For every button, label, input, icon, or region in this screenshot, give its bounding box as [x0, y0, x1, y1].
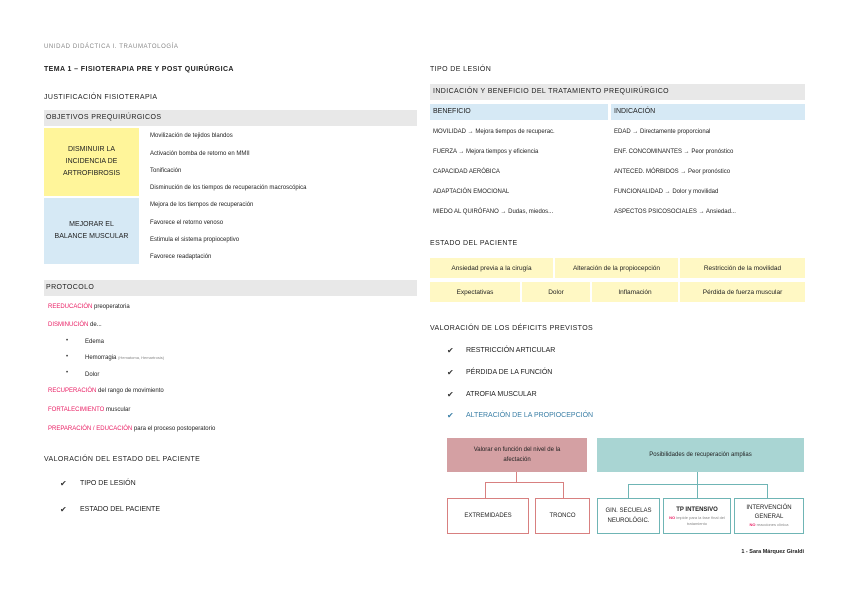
- valoracion-title: VALORACIÓN DEL ESTADO DEL PACIENTE: [44, 456, 201, 463]
- estado-cell: Expectativas: [430, 282, 520, 302]
- deficits-title: VALORACIÓN DE LOS DÉFICITS PREVISTOS: [430, 325, 594, 332]
- indicacion-item: ENF. CONCOMINANTES → Peor pronóstico: [614, 149, 734, 155]
- diagram-right-top: Posibilidades de recuperación amplias: [597, 438, 804, 472]
- check-icon: ✔: [447, 411, 454, 420]
- beneficio-item: FUERZA → Mejora tiempos y eficiencia: [433, 149, 539, 155]
- protocolo-preparacion: [48, 426, 215, 432]
- tp-intensivo-title: TP INTENSIVO: [676, 507, 718, 513]
- beneficio-item: CAPACIDAD AERÓBICA: [433, 169, 500, 175]
- check-icon: ✔: [60, 479, 67, 488]
- check-icon: ✔: [60, 505, 67, 514]
- diagram-tronco: TRONCO: [535, 498, 590, 534]
- recuperacion-rest: del rango de movimiento: [96, 388, 164, 394]
- page-footer: 1 - Sara Márquez Giraldi: [741, 549, 804, 555]
- indicacion-bar: [430, 84, 805, 100]
- estado-cell: Pérdida de fuerza muscular: [680, 282, 805, 302]
- deficit-item: RESTRICCIÓN ARTICULAR: [466, 347, 556, 354]
- deficit-item: ATROFIA MUSCULAR: [466, 391, 537, 398]
- sub-item-edema: Edema: [85, 339, 105, 345]
- deficit-item: PÉRDIDA DE LA FUNCIÓN: [466, 369, 553, 376]
- col-beneficio-header: BENEFICIO: [430, 104, 608, 120]
- connector-line: [485, 482, 564, 483]
- subject-header: UNIDAD DIDÁCTICA I. TRAUMATOLOGÍA: [44, 44, 179, 50]
- protocolo-recuperacion: [48, 388, 164, 394]
- tipo-lesion-title: TIPO DE LESIÓN: [430, 66, 492, 73]
- beneficio-item: MOVILIDAD → Mejora tiempos de recuperac.: [433, 129, 555, 135]
- objetivo1-item: Tonificación: [150, 168, 182, 174]
- estado-cell: Ansiedad previa a la cirugía: [430, 258, 553, 278]
- indicacion-item: EDAD → Directamente proporcional: [614, 129, 711, 135]
- reeducacion-key: REEDUCACIÓN: [48, 304, 93, 310]
- intervencion-no: NO: [749, 522, 756, 527]
- bullet-icon: •: [66, 354, 69, 360]
- intervencion-title: INTERVENCIÓN GENERAL: [746, 505, 792, 520]
- fortalecimiento-key: FORTALECIMIENTO: [48, 407, 105, 413]
- objetivo2-item: Favorece el retorno venoso: [150, 220, 224, 226]
- estado-cell: Restricción de la movilidad: [680, 258, 805, 278]
- fortalecimiento-rest: muscular: [104, 407, 131, 413]
- disminucion-key: DISMINUCIÓN: [48, 322, 89, 328]
- tp-intensivo-note: [667, 515, 727, 527]
- valoracion-item: TIPO DE LESIÓN: [80, 480, 136, 487]
- reeducacion-rest: preoperatoria: [92, 304, 130, 310]
- estado-title: ESTADO DEL PACIENTE: [430, 240, 518, 247]
- hemorragia-note: (Hematoma, Hemartrosis): [118, 355, 165, 360]
- beneficio-item: ADAPTACIÓN EMOCIONAL: [433, 189, 510, 195]
- objetivos-title: OBJETIVOS PREQUIRÚRGICOS: [46, 114, 162, 121]
- bullet-icon: •: [66, 370, 69, 376]
- indicacion-item: ANTECED. MÓRBIDOS → Peor pronóstico: [614, 169, 731, 175]
- hemorragia-label: Hemorragia: [85, 355, 117, 361]
- indicacion-title: INDICACIÓN Y BENEFICIO DEL TRATAMIENTO PREQUIRÚRGICO: [433, 88, 670, 95]
- intervencion-note: [750, 522, 789, 528]
- estado-cell: Inflamación: [592, 282, 678, 302]
- protocolo-bar: [44, 280, 417, 296]
- recuperacion-key: RECUPERACIÓN: [48, 388, 97, 394]
- check-icon: ✔: [447, 346, 454, 355]
- connector-line: [697, 472, 698, 484]
- connector-line: [628, 484, 629, 498]
- estado-cell: Alteración de la propiocepción: [555, 258, 678, 278]
- objetivo1-item: Disminución de los tiempos de recuperación macroscópica: [150, 185, 307, 191]
- sub-item-hemorragia: [85, 355, 164, 361]
- disminucion-rest: de...: [88, 322, 102, 328]
- connector-line: [563, 482, 564, 498]
- tp-intensivo-note-text: impide para la fase final del tratamiento: [675, 515, 725, 526]
- estado-cell: Dolor: [522, 282, 590, 302]
- connector-line: [697, 484, 698, 498]
- objetivo2-item: Favorece readaptación: [150, 254, 212, 260]
- objetivo1-item: Movilización de tejidos blandos: [150, 133, 233, 139]
- valoracion-item: ESTADO DEL PACIENTE: [80, 506, 160, 513]
- bullet-icon: •: [66, 338, 69, 344]
- diagram-tp-intensivo: [663, 498, 731, 534]
- diagram-intervencion: [734, 498, 804, 534]
- connector-line: [767, 484, 768, 498]
- indicacion-item: FUNCIONALIDAD → Dolor y movilidad: [614, 189, 719, 195]
- diagram-secuelas: GIN. SECUELAS NEUROLÓGIC.: [597, 498, 660, 534]
- diagram-extremidades: EXTREMIDADES: [447, 498, 529, 534]
- tema-title: TEMA 1 – FISIOTERAPIA PRE Y POST QUIRÚRGICA: [44, 66, 234, 73]
- objetivo1-item: Activación bomba de retorno en MMII: [150, 151, 250, 157]
- check-icon: ✔: [447, 390, 454, 399]
- objetivos-bar: [44, 110, 417, 126]
- indicacion-item: ASPECTOS PSICOSOCIALES → Ansiedad...: [614, 209, 736, 215]
- objetivo2-label: MEJORAR EL BALANCE MUSCULAR: [44, 198, 139, 264]
- protocolo-disminucion: [48, 322, 102, 328]
- protocolo-reeducacion: [48, 304, 130, 310]
- check-icon: ✔: [447, 368, 454, 377]
- beneficio-item: MIEDO AL QUIRÓFANO → Dudas, miedos...: [433, 209, 554, 215]
- sub-item-dolor: Dolor: [85, 372, 100, 378]
- justificacion-title: JUSTIFICACIÓN FISIOTERAPIA: [44, 94, 158, 101]
- intervencion-note-text: reacciones clínica: [755, 522, 789, 527]
- protocolo-fortalecimiento: [48, 407, 130, 413]
- connector-line: [516, 472, 517, 482]
- objetivo2-item: Estimula el sistema propioceptivo: [150, 237, 240, 243]
- preparacion-key: PREPARACIÓN / EDUCACIÓN: [48, 426, 133, 432]
- deficit-item: ALTERACIÓN DE LA PROPIOCEPCIÓN: [466, 412, 594, 419]
- objetivo2-item: Mejora de los tiempos de recuperación: [150, 202, 254, 208]
- diagram-left-top: Valorar en función del nivel de la afectación: [447, 438, 587, 472]
- objetivo1-label: DISMINUIR LA INCIDENCIA DE ARTROFIBROSIS: [44, 128, 139, 196]
- tp-intensivo-no: NO: [669, 515, 676, 520]
- col-indicacion-header: INDICACIÓN: [611, 104, 805, 120]
- preparacion-rest: para el proceso postoperatorio: [132, 426, 216, 432]
- protocolo-title: PROTOCOLO: [46, 284, 95, 291]
- connector-line: [485, 482, 486, 498]
